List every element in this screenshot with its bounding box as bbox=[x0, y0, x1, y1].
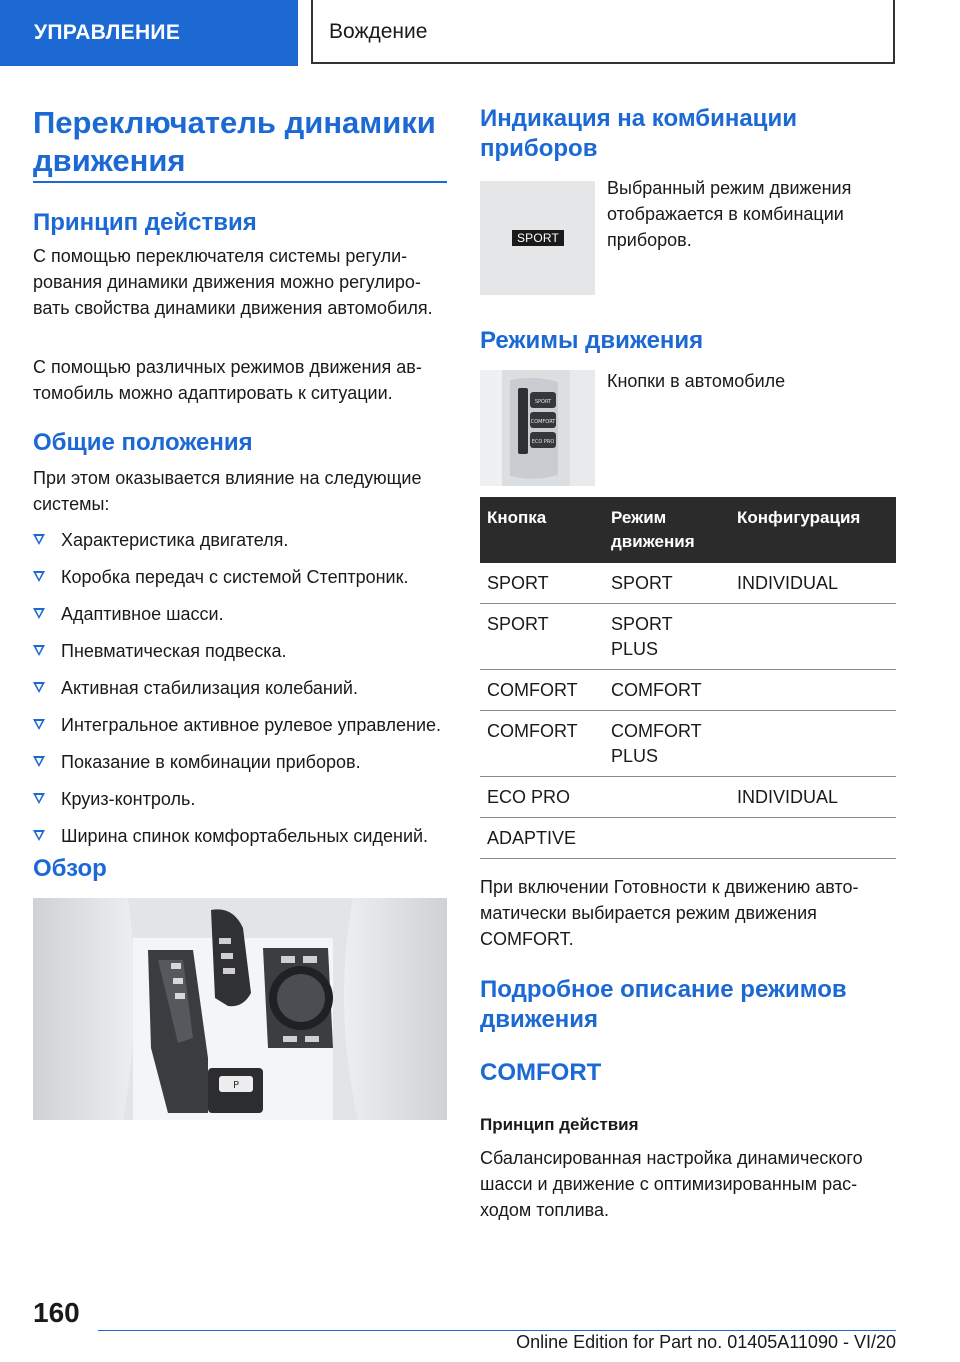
button-label-sport: SPORT bbox=[534, 399, 552, 405]
triangle-bullet-icon bbox=[33, 534, 45, 545]
table-cell: COMFORT bbox=[480, 670, 604, 711]
table-cell: SPORT bbox=[604, 563, 730, 604]
table-cell: INDIVIDUAL bbox=[730, 777, 896, 818]
general-intro: При этом оказывается влияние на следующие системы: bbox=[33, 468, 422, 514]
display-text: Выбранный режим движения отображается в комбинации приборов. bbox=[607, 178, 852, 250]
chapter-title: Вождение bbox=[311, 0, 895, 64]
principle-heading: Принцип действия bbox=[33, 209, 257, 236]
table-cell bbox=[730, 604, 896, 670]
table-cell bbox=[730, 711, 896, 777]
display-heading: Индикация на комбинации приборов bbox=[480, 105, 797, 162]
table-cell: INDIVIDUAL bbox=[730, 563, 896, 604]
list-item: Адаптивное шасси. bbox=[33, 601, 449, 627]
table-cell bbox=[604, 777, 730, 818]
modes-table bbox=[480, 497, 896, 859]
table-row bbox=[480, 777, 896, 818]
general-heading: Общие положения bbox=[33, 429, 253, 456]
triangle-bullet-icon bbox=[33, 719, 45, 730]
table-cell: SPORT bbox=[480, 563, 604, 604]
triangle-bullet-icon bbox=[33, 645, 45, 656]
list-item: Активная стабилизация колебаний. bbox=[33, 675, 449, 701]
table-cell: SPORT bbox=[480, 604, 604, 670]
systems-list bbox=[33, 527, 449, 860]
table-row bbox=[480, 670, 896, 711]
mode-buttons-illustration bbox=[480, 370, 595, 486]
table-cell: ADAPTIVE bbox=[480, 818, 604, 859]
edition-footer: Online Edition for Part no. 01405A11090 - VI/20 bbox=[516, 1332, 896, 1352]
table-cell bbox=[730, 818, 896, 859]
comfort-principle-heading: Принцип действия bbox=[480, 1115, 639, 1134]
sport-mode-badge: SPORT bbox=[512, 230, 564, 246]
list-item: Ширина спинок комфортабельных сидений. bbox=[33, 823, 449, 849]
table-row bbox=[480, 711, 896, 777]
triangle-bullet-icon bbox=[33, 793, 45, 804]
comfort-description: Сбалансированная настройка динамического шасси и движение с оптимизированным расходом топлива. bbox=[480, 1148, 863, 1220]
button-label-eco-pro: ECO PRO bbox=[531, 439, 555, 445]
svg-text:P: P bbox=[232, 1080, 240, 1091]
table-cell bbox=[730, 670, 896, 711]
table-cell: SPORT PLUS bbox=[604, 604, 730, 670]
table-cell: ECO PRO bbox=[480, 777, 604, 818]
table-cell: COMFORT bbox=[604, 670, 730, 711]
detail-heading: Подробное описание режимов движения bbox=[480, 976, 847, 1033]
button-label-comfort: COMFORT bbox=[530, 419, 556, 425]
cluster-display-image bbox=[480, 181, 595, 295]
table-cell: COMFORT bbox=[480, 711, 604, 777]
list-item: Показание в комбинации приборов. bbox=[33, 749, 449, 775]
table-row bbox=[480, 818, 896, 859]
title-rule bbox=[33, 181, 447, 183]
page-title: Переключатель динамики движения bbox=[33, 105, 436, 178]
center-console-illustration bbox=[33, 898, 447, 1120]
comfort-mode-heading: COMFORT bbox=[480, 1059, 602, 1086]
buttons-caption: Кнопки в автомобиле bbox=[607, 371, 786, 391]
default-mode-note: При включении Готовности к движению автоматически выбирается режим движения COMFORT. bbox=[480, 877, 859, 949]
table-header-row bbox=[480, 497, 896, 563]
table-cell: COMFORT PLUS bbox=[604, 711, 730, 777]
triangle-bullet-icon bbox=[33, 682, 45, 693]
overview-heading: Обзор bbox=[33, 855, 107, 882]
console-image bbox=[33, 898, 447, 1120]
table-cell bbox=[604, 818, 730, 859]
footer-rule bbox=[98, 1330, 896, 1331]
list-item: Характеристика двигателя. bbox=[33, 527, 449, 553]
list-item: Интегральное активное рулевое управление. bbox=[33, 712, 449, 738]
list-item: Коробка передач с системой Стептроник. bbox=[33, 564, 449, 590]
section-tab: УПРАВЛЕНИЕ bbox=[0, 0, 298, 66]
list-item: Круиз-контроль. bbox=[33, 786, 449, 812]
table-row bbox=[480, 604, 896, 670]
triangle-bullet-icon bbox=[33, 756, 45, 767]
triangle-bullet-icon bbox=[33, 608, 45, 619]
principle-paragraph-2: С помощью различных режимов движения автомобиль можно адаптировать к ситуации. bbox=[33, 357, 422, 403]
table-header-cell: Режим движения bbox=[604, 497, 730, 563]
modes-heading: Режимы движения bbox=[480, 327, 704, 354]
triangle-bullet-icon bbox=[33, 571, 45, 582]
list-item: Пневматическая подвеска. bbox=[33, 638, 449, 664]
page-number: 160 bbox=[33, 1297, 80, 1328]
table-row bbox=[480, 563, 896, 604]
mode-buttons-image bbox=[480, 370, 595, 486]
table-header-cell: Кнопка bbox=[480, 497, 604, 563]
principle-paragraph-1: С помощью переключателя системы регулирования динамики движения можно регулировать свойства динамики движения автомобиля. bbox=[33, 246, 433, 318]
table-header-cell: Конфигурация bbox=[730, 497, 896, 563]
triangle-bullet-icon bbox=[33, 830, 45, 841]
